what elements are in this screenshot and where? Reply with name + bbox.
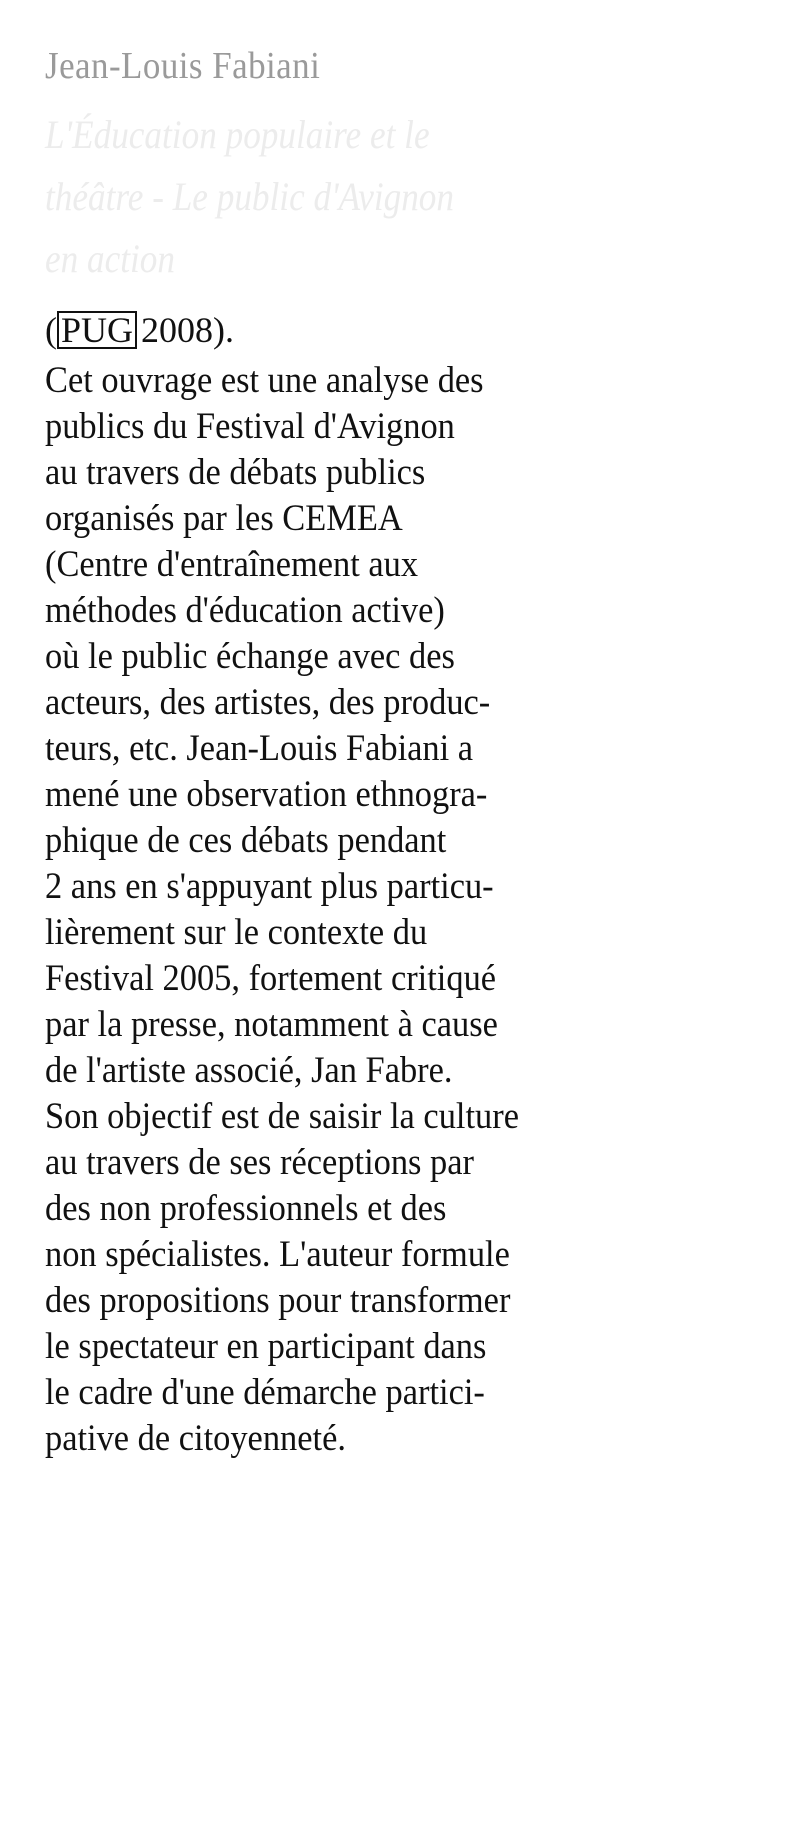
description-line: pative de citoyenneté. [45, 1418, 346, 1459]
description-line: phique de ces débats pendant [45, 820, 447, 861]
description-line: mené une observation ethnogra- [45, 774, 488, 815]
description-line: des propositions pour transformer [45, 1280, 511, 1321]
description-line: méthodes d'éducation active) [45, 590, 445, 631]
description-line: le spectateur en participant dans [45, 1326, 487, 1367]
description-line: lièrement sur le contexte du [45, 912, 428, 953]
description-line: Cet ouvrage est une analyse des [45, 360, 484, 401]
description-line: de l'artiste associé, Jan Fabre. [45, 1050, 453, 1091]
description-line: au travers de débats publics [45, 452, 426, 493]
description-line: Son objectif est de saisir la culture [45, 1096, 519, 1137]
title-line: L'Éducation populaire et le [45, 112, 430, 157]
description-line: 2 ans en s'appuyant plus particu- [45, 866, 494, 907]
description-line: Festival 2005, fortement critiqué [45, 958, 497, 999]
description-line: acteurs, des artistes, des produc- [45, 682, 491, 723]
description-line: où le public échange avec des [45, 636, 455, 677]
publisher-line [45, 308, 765, 352]
book-entry [45, 44, 765, 1462]
author-name: Jean-Louis Fabiani [45, 45, 321, 87]
description-line: organisés par les CEMEA [45, 498, 403, 539]
description-line: non spécialistes. L'auteur formule [45, 1234, 510, 1275]
title-line: théâtre - Le public d'Avignon [45, 174, 454, 219]
close-paren: ). [213, 310, 235, 350]
description-line: des non professionnels et des [45, 1188, 447, 1229]
open-paren: ( [45, 310, 57, 350]
description-line: (Centre d'entraînement aux [45, 544, 419, 585]
publication-year: 2008 [141, 310, 214, 350]
description-line: publics du Festival d'Avignon [45, 406, 455, 447]
book-title [45, 104, 765, 290]
description-line: le cadre d'une démarche partici- [45, 1372, 485, 1413]
description [45, 358, 765, 1462]
description-line: teurs, etc. Jean-Louis Fabiani a [45, 728, 474, 769]
publisher-name-box: PUG [57, 311, 137, 349]
description-line: par la presse, notamment à cause [45, 1004, 498, 1045]
description-line: au travers de ses réceptions par [45, 1142, 474, 1183]
title-line: en action [45, 236, 176, 281]
